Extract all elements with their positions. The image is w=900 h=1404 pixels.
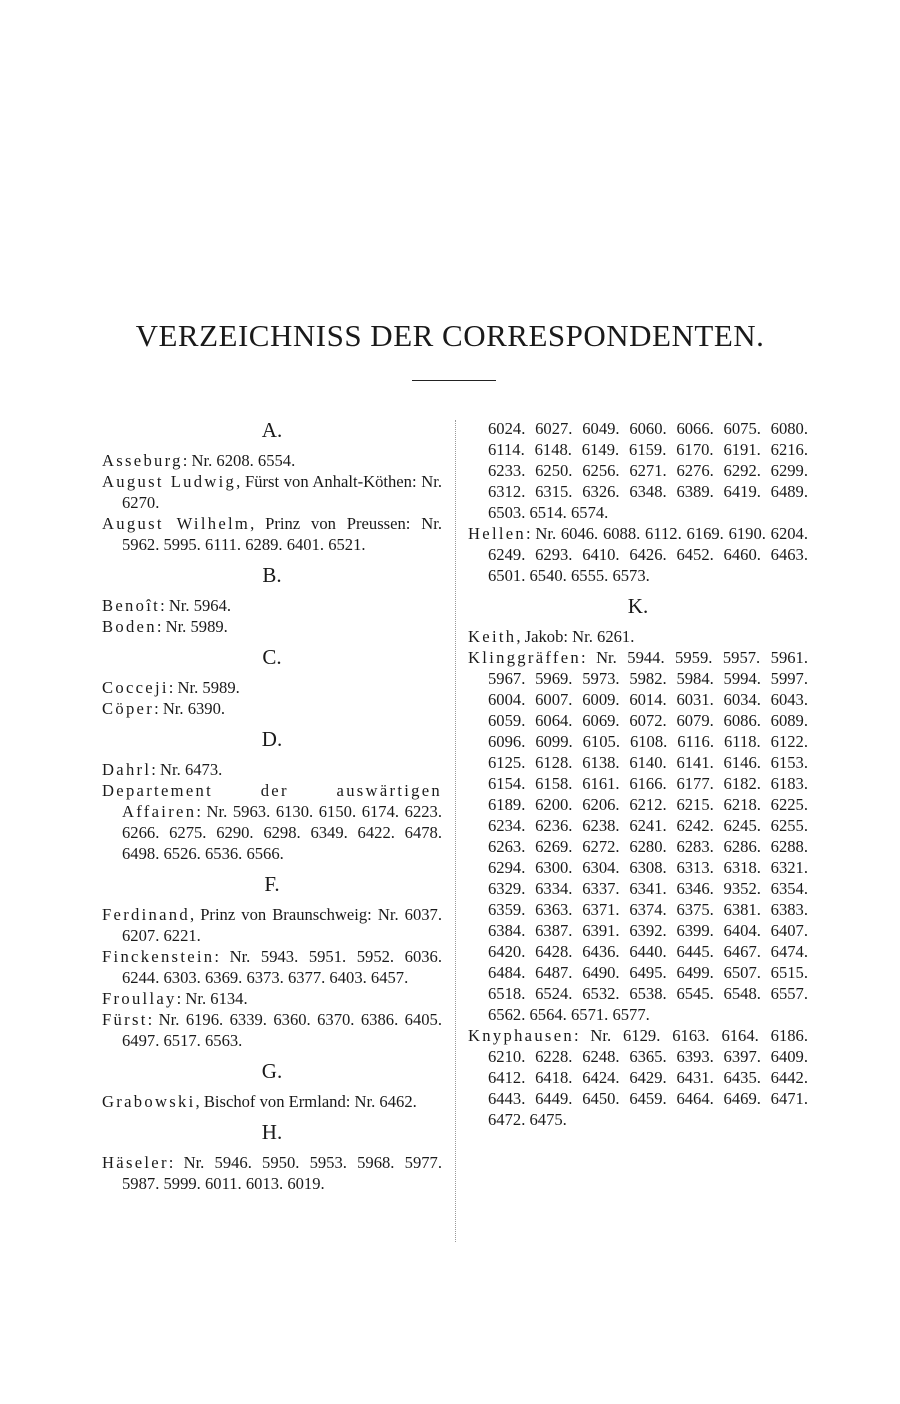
section-letter: B. <box>262 563 282 587</box>
entry-ferdinand <box>102 904 442 946</box>
column-divider <box>455 420 456 1242</box>
entry-departement-der-auswartigen-affairen <box>102 780 442 864</box>
section-b <box>102 563 442 637</box>
section-f <box>102 872 442 1051</box>
correspondent-name: Cocceji <box>102 678 169 697</box>
section-a <box>102 418 442 555</box>
entry-finckenstein <box>102 946 442 988</box>
entry-references: : Nr. 6046. 6088. 6112. 6169. 6190. 6204. 6249. 6293. 6410. 6426. 6452. 6460. 6463. 6501. 6540. 6555. 6573. <box>488 524 808 585</box>
entry-benoit <box>102 595 442 616</box>
section-d <box>102 727 442 864</box>
entry-references: : Nr. 5989. <box>156 617 228 636</box>
correspondent-name: August Wilhelm <box>102 514 251 533</box>
correspondent-name: Grabowski <box>102 1092 196 1111</box>
entry-references: : Nr. 5946. 5950. 5953. 5968. 5977. 5987. 5999. 6011. 6013. 6019. <box>122 1153 442 1193</box>
entry-boden <box>102 616 442 637</box>
entry-references: : Nr. 6129. 6163. 6164. 6186. 6210. 6228. 6248. 6365. 6393. 6397. 6409. 6412. 6418. 6424. 6429. 6431. 6435. 6442. 6443. 6449. 6450. 6459. 6464. 6469. 6471. 6472. 6475. <box>488 1026 808 1129</box>
correspondent-name: Fürst <box>102 1010 148 1029</box>
entry-hellen <box>468 523 808 586</box>
correspondent-name: Froullay <box>102 989 177 1008</box>
right-sections <box>468 594 808 1130</box>
entry-august-ludwig <box>102 471 442 513</box>
right-column <box>468 418 808 1138</box>
entry-references: : Nr. 6208. 6554. <box>182 451 296 470</box>
correspondent-name: Keith <box>468 627 517 646</box>
entry-references: , Bischof von Ermland: Nr. 6462. <box>195 1092 417 1111</box>
entry-klinggraffen <box>468 647 808 1025</box>
correspondent-name: Hellen <box>468 524 527 543</box>
continuation-entry: 6024. 6027. 6049. 6060. 6066. 6075. 6080. 6114. 6148. 6149. 6159. 6170. 6191. 6216. 6233. 6250. 6256. 6271. 6276. 6292. 6299. 6312. 6315. 6326. 6348. 6389. 6419. 6489. 6503. 6514. 6574. <box>488 419 808 522</box>
entry-knyphausen <box>468 1025 808 1130</box>
entry-haseler <box>102 1152 442 1194</box>
correspondent-name: Finckenstein <box>102 947 215 966</box>
entry-asseburg <box>102 450 442 471</box>
correspondent-name: Departement der auswärtigen Affairen <box>102 781 442 821</box>
correspondent-name: Benoît <box>102 596 161 615</box>
section-letter: K. <box>627 594 649 618</box>
entry-grabowski <box>102 1091 442 1112</box>
section-c <box>102 645 442 719</box>
entry-references: : Nr. 6390. <box>154 699 226 718</box>
correspondent-name: Klinggräffen <box>468 648 581 667</box>
correspondent-name: Häseler <box>102 1153 169 1172</box>
section-letter: H. <box>261 1120 283 1144</box>
entry-references: , Fürst von Anhalt-Köthen: Nr. 6270. <box>122 472 442 512</box>
section-k <box>468 594 808 1130</box>
section-letter: C. <box>262 645 282 669</box>
h-continued-section <box>468 523 808 586</box>
entry-references: : Nr. 6473. <box>151 760 223 779</box>
entry-references: : Nr. 5944. 5959. 5957. 5961. 5967. 5969. 5973. 5982. 5984. 5994. 5997. 6004. 6007. 6009. 6014. 6031. 6034. 6043. 6059. 6064. 6069. 6072. 6079. 6086. 6089. 6096. 6099. 6105. 6108. 6116. 6118. 6122. 6125. 6128. 6138. 6140. 6141. 6146. 6153. 6154. 6158. 6161. 6166. 6177. 6182. 6183. 6189. 6200. 6206. 6212. 6215. 6218. 6225. 6234. 6236. 6238. 6241. 6242. 6245. 6255. 6263. 6269. 6272. 6280. 6283. 6286. 6288. 6294. 6300. 6304. 6308. 6313. 6318. 6321. 6329. 6334. 6337. 6341. 6346. 9352. 6354. 6359. 6363. 6371. 6374. 6375. 6381. 6383. 6384. 6387. 6391. 6392. 6399. 6404. 6407. 6420. 6428. 6436. 6440. 6445. 6467. 6474. 6484. 6487. 6490. 6495. 6499. 6507. 6515. 6518. 6524. 6532. 6538. 6545. 6548. 6557. 6562. 6564. 6571. 6577. <box>488 648 808 1024</box>
correspondent-name: Ferdinand <box>102 905 190 924</box>
entry-references: : Nr. 5989. <box>168 678 240 697</box>
correspondent-name: Knyphausen <box>468 1026 574 1045</box>
entry-references: , Jakob: Nr. 6261. <box>516 627 635 646</box>
entry-dahrl <box>102 759 442 780</box>
section-letter: G. <box>261 1059 283 1083</box>
entry-references: : Nr. 5964. <box>160 596 232 615</box>
correspondent-name: Cöper <box>102 699 155 718</box>
entry-froullay <box>102 988 442 1009</box>
correspondent-name: Dahrl <box>102 760 152 779</box>
title-rule <box>412 380 496 381</box>
entry-references: : Nr. 6196. 6339. 6360. 6370. 6386. 6405. 6497. 6517. 6563. <box>122 1010 442 1050</box>
correspondent-name: August Ludwig <box>102 472 237 491</box>
section-g <box>102 1059 442 1112</box>
left-column <box>102 418 442 1202</box>
entry-august-wilhelm <box>102 513 442 555</box>
entry-cocceji <box>102 677 442 698</box>
section-letter: A. <box>261 418 283 442</box>
correspondent-name: Boden <box>102 617 157 636</box>
correspondent-name: Asseburg <box>102 451 183 470</box>
entry-keith <box>468 626 808 647</box>
entry-references: : Nr. 5943. 5951. 5952. 6036. 6244. 6303. 6369. 6373. 6377. 6403. 6457. <box>122 947 442 987</box>
section-letter: D. <box>261 727 283 751</box>
section-letter: F. <box>264 872 280 896</box>
section-h <box>102 1120 442 1194</box>
entry-references: , Prinz von Braunschweig: Nr. 6037. 6207. 6221. <box>122 905 442 945</box>
entry-references: , Prinz von Preussen: Nr. 5962. 5995. 6111. 6289. 6401. 6521. <box>122 514 442 554</box>
page-title: VERZEICHNISS DER CORRESPONDENTEN. <box>135 318 765 353</box>
entry-references: : Nr. 5963. 6130. 6150. 6174. 6223. 6266. 6275. 6290. 6298. 6349. 6422. 6478. 6498. 6526. 6536. 6566. <box>122 802 442 863</box>
entry-coper <box>102 698 442 719</box>
entry-references: : Nr. 6134. <box>176 989 248 1008</box>
entry-furst <box>102 1009 442 1051</box>
